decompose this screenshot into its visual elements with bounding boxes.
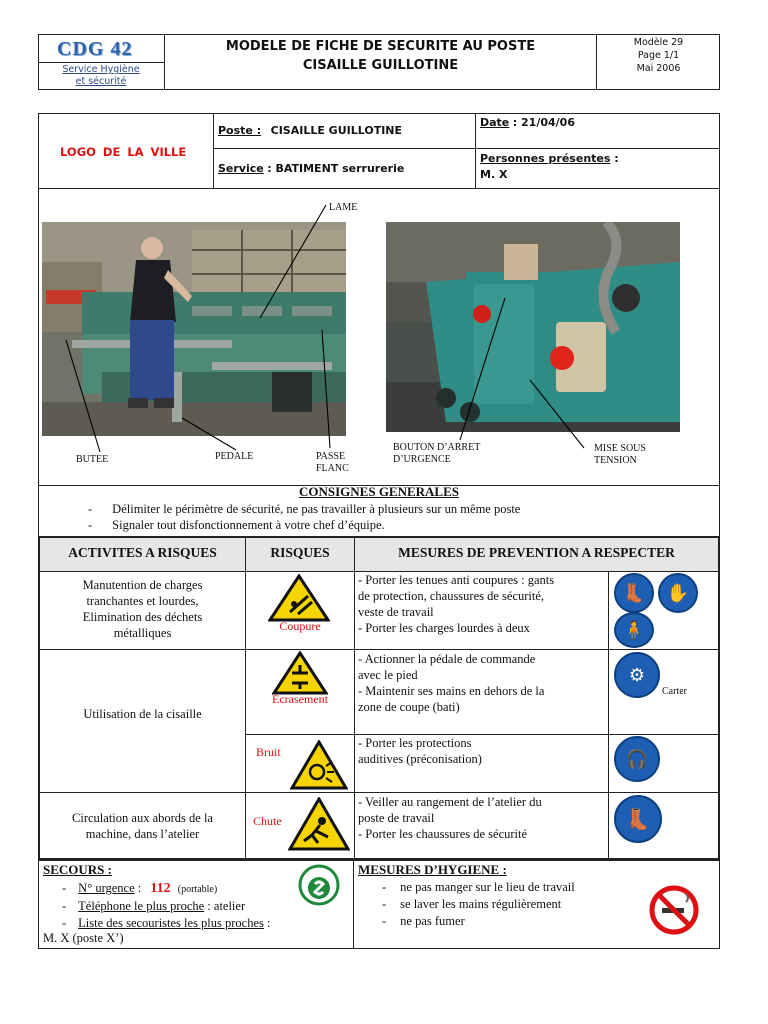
measure-4-line-3: - Porter les chaussures de sécurité [358, 827, 528, 841]
activity-1-line-1: Manutention de charges [82, 578, 203, 592]
persons-value: M. X [480, 168, 508, 181]
measure-3-line-1: - Porter les protections [358, 736, 472, 750]
label-bouton-arret [393, 442, 480, 466]
noise-hazard-icon [290, 740, 348, 790]
service-hygiene-label [39, 64, 163, 88]
list-sep: : [263, 916, 271, 930]
urgence-note: (portable) [177, 884, 218, 895]
date-value: : 21/04/06 [512, 116, 575, 129]
hygiene-item: - ne pas fumer [382, 914, 465, 928]
safety-shoes-icon-2: 👢 [614, 795, 662, 843]
persons-sep: : [610, 152, 619, 165]
measure-1-line-4: - Porter les charges lourdes à deux [358, 621, 530, 635]
measure-2-line-1: - Actionner la pédale de commande [358, 652, 536, 666]
model-date: Mai 2006 [636, 63, 681, 74]
secouriste-name: M. X (poste X’) [43, 931, 124, 945]
service-value: : BATIMENT serrurerie [267, 162, 405, 175]
cut-hazard-icon [268, 574, 330, 622]
document-title [165, 37, 596, 75]
label-mise-sous-tension [594, 443, 646, 467]
urgence-label: N° urgence [78, 881, 135, 895]
measure-1-line-3: veste de travail [358, 605, 434, 619]
label-bouton-line2: D’URGENCE [393, 454, 451, 465]
header-mesures: MESURES DE PREVENTION A RESPECTER [398, 545, 675, 560]
carter-label: Carter [662, 686, 687, 697]
measure-2-line-3: - Maintenir ses mains en dehors de la [358, 684, 545, 698]
poste-label: Poste : [218, 124, 262, 137]
list-label: Liste des secouristes les plus proches [78, 916, 264, 930]
consigne-item: - Signaler tout disfonctionnement à votre chef d’équipe. [88, 518, 385, 532]
phone-line: - Téléphone le plus proche : atelier [62, 899, 246, 913]
hygiene-text-3: ne pas fumer [400, 914, 465, 928]
measures-row-2 [358, 651, 608, 715]
measures-row-1 [358, 572, 608, 636]
activity-2-line-1: Utilisation de la cisaille [83, 707, 202, 721]
protective-clothing-icon: 🧍 [614, 612, 654, 648]
label-passe: PASSE [316, 451, 346, 462]
service-line-2: et sécurité [75, 76, 127, 87]
measure-2-line-4: zone de coupe (bati) [358, 700, 460, 714]
city-logo-placeholder: LOGO DE LA VILLE [60, 145, 187, 159]
title-line-1: MODELE DE FICHE DE SECURITE AU POSTE [225, 39, 536, 54]
model-number: Modèle 29 [633, 37, 684, 48]
first-aid-icon [298, 864, 340, 906]
header-risques: RISQUES [270, 545, 330, 560]
hygiene-text-1: ne pas manger sur le lieu de travail [400, 880, 575, 894]
model-info [597, 36, 720, 75]
cdg-logo: CDG 42 [57, 38, 133, 60]
service-label: Service [218, 162, 264, 175]
label-flanc: FLANC [316, 463, 349, 474]
persons-label: Personnes présentes [480, 152, 611, 165]
measure-2-line-2: avec le pied [358, 668, 418, 682]
hygiene-item: - se laver les mains régulièrement [382, 897, 562, 911]
hygiene-text-2: se laver les mains régulièrement [400, 897, 562, 911]
page-number: Page 1/1 [637, 50, 680, 61]
measure-3-line-2: auditives (préconisation) [358, 752, 482, 766]
poste-field [218, 124, 402, 137]
activity-1-line-3: Elimination des déchets [82, 610, 203, 624]
label-mise-line2: TENSION [594, 455, 637, 466]
urgence-number: 112 [150, 881, 171, 896]
fall-hazard-icon [288, 797, 350, 851]
label-butee: BUTEE [76, 454, 109, 465]
no-smoking-icon [648, 884, 700, 936]
measures-row-4 [358, 794, 608, 842]
activity-1-line-4: métalliques [113, 626, 172, 640]
control-box-photo [386, 222, 680, 432]
consignes-title: CONSIGNES GENERALES [298, 484, 460, 499]
secours-title: SECOURS : [43, 862, 112, 877]
urgence-sep: : [134, 881, 142, 895]
phone-label: Téléphone le plus proche [78, 899, 205, 913]
consigne-text-1: Délimiter le périmètre de sécurité, ne pas travailler à plusieurs sur un même poste [112, 502, 521, 516]
consignes-list [88, 501, 520, 533]
secours-list [62, 880, 271, 932]
safety-shoes-icon: 👢 [614, 573, 654, 613]
activity-row-2 [40, 706, 245, 722]
risk-label-chute: Chute [253, 814, 282, 828]
hygiene-list [382, 879, 575, 930]
risk-label-coupure: Coupure [279, 619, 321, 633]
label-mise-line1: MISE SOUS [594, 443, 646, 454]
label-pedale: PEDALE [215, 451, 254, 462]
consigne-text-2: Signaler tout disfonctionnement à votre chef d’équipe. [112, 518, 385, 532]
machine-photo [42, 222, 346, 436]
activity-4-line-1: Circulation aux abords de la [72, 811, 213, 825]
hygiene-item: - ne pas manger sur le lieu de travail [382, 880, 575, 894]
header-activites: ACTIVITES A RISQUES [68, 545, 217, 560]
list-line: - Liste des secouristes les plus proches : [62, 916, 271, 930]
label-passe-flanc [316, 451, 349, 475]
crush-hazard-icon [272, 651, 328, 695]
date-field [480, 116, 575, 129]
risk-label-bruit: Bruit [256, 745, 281, 759]
measure-1-line-1: - Porter les tenues anti coupures : gants [358, 573, 555, 587]
activity-4-line-2: machine, dans l’atelier [85, 827, 200, 841]
hygiene-title: MESURES D’HYGIENE : [358, 862, 507, 877]
measures-row-3 [358, 735, 608, 767]
date-label: Date [480, 116, 510, 129]
activity-row-1 [40, 577, 245, 641]
measure-4-line-2: poste de travail [358, 811, 435, 825]
consigne-item: - Délimiter le périmètre de sécurité, ne pas travailler à plusieurs sur un même poste [88, 502, 521, 516]
service-field [218, 162, 404, 175]
activity-row-4 [40, 810, 245, 842]
measure-1-line-2: de protection, chaussures de sécurité, [358, 589, 545, 603]
title-line-2: CISAILLE GUILLOTINE [302, 58, 459, 73]
activity-1-line-2: tranchantes et lourdes, [86, 594, 199, 608]
persons-field [480, 151, 619, 183]
measure-4-line-1: - Veiller au rangement de l’atelier du [358, 795, 542, 809]
label-bouton-line1: BOUTON D’ARRET [393, 442, 481, 453]
phone-value: : atelier [204, 899, 246, 913]
service-line-1: Service Hygiène [62, 64, 140, 75]
guard-carter-icon: ⚙ [614, 652, 660, 698]
urgence-line: - N° urgence : 112 (portable) [62, 881, 218, 896]
ear-protection-icon: 🎧 [614, 736, 660, 782]
poste-value: CISAILLE GUILLOTINE [270, 124, 403, 137]
label-lame: LAME [329, 202, 358, 213]
risk-label-ecrasement: Ecrasement [272, 692, 328, 706]
gloves-icon: ✋ [658, 573, 698, 613]
